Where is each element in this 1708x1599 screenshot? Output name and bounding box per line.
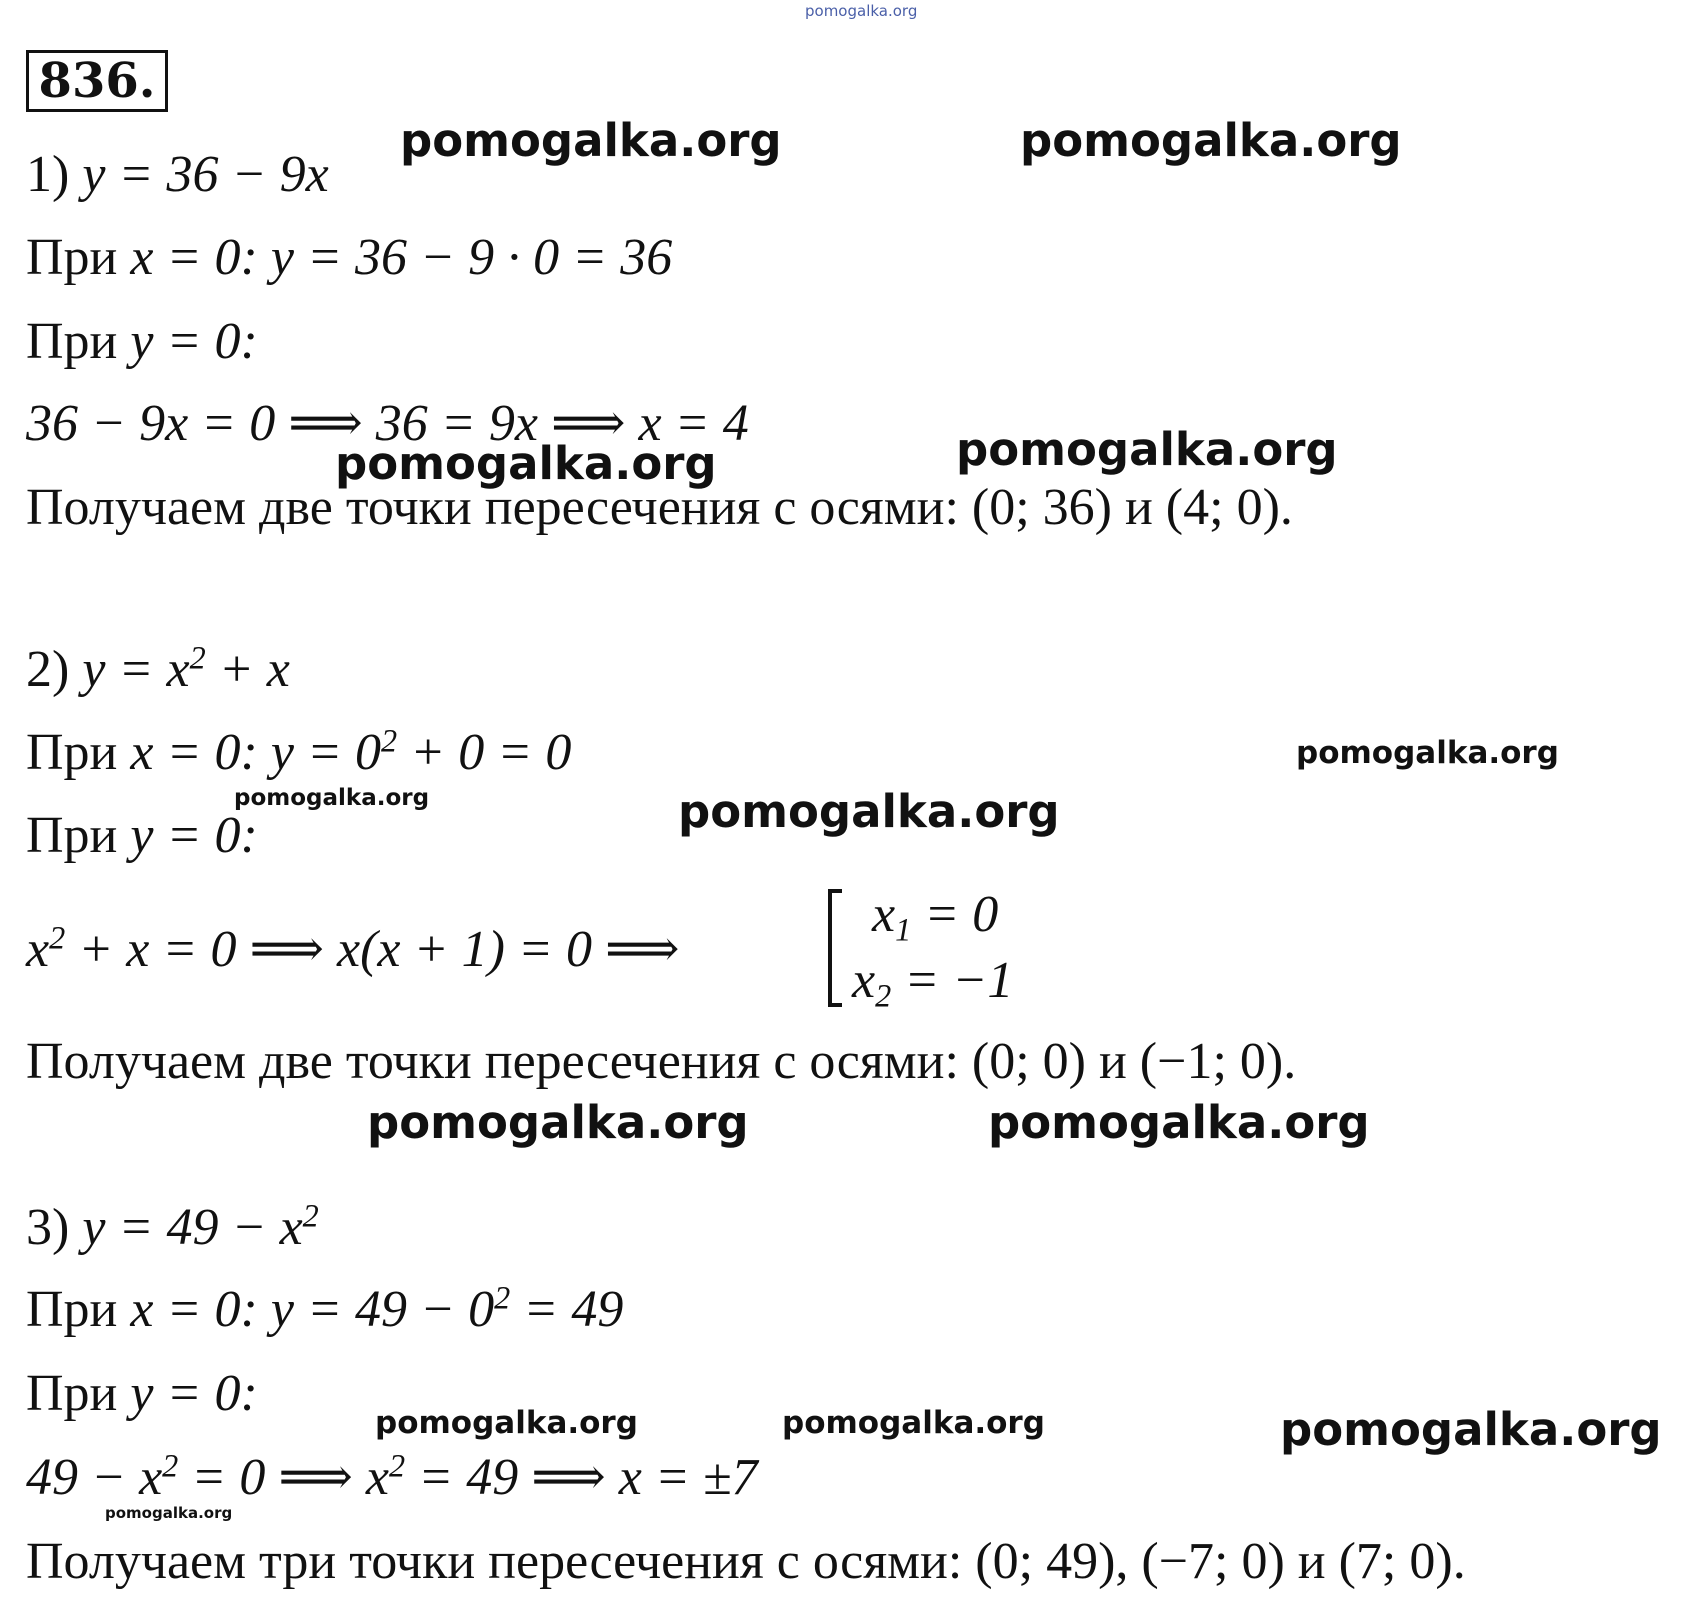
watermark: pomogalka.org	[234, 785, 430, 811]
watermark: pomogalka.org	[1020, 114, 1402, 167]
part2-number: 2)	[26, 641, 70, 698]
part3-number: 3)	[26, 1199, 70, 1256]
part2-header	[26, 640, 290, 700]
watermark: pomogalka.org	[1280, 1403, 1662, 1456]
part2-line1-text: При	[26, 724, 118, 781]
watermark: pomogalka.org	[956, 423, 1338, 476]
watermark: pomogalka.org	[782, 1405, 1045, 1441]
watermark: pomogalka.org	[375, 1405, 638, 1441]
part1-equation: y = 36 − 9x	[82, 146, 329, 203]
part2-line3	[26, 920, 680, 980]
part2-line2-eq: y = 0:	[130, 807, 258, 864]
system-row-1: $x_1 = 0$	[872, 886, 999, 948]
part3-equation: $y = 49 - x^2$	[82, 1197, 319, 1256]
part3-line1-eq: x = 0: $y = 49 - 0^2 = 49$	[130, 1279, 624, 1338]
watermark: pomogalka.org	[335, 437, 717, 490]
watermark: pomogalka.org	[678, 785, 1060, 838]
part1-line1-text: При	[26, 229, 118, 286]
part3-header	[26, 1198, 319, 1258]
part1-line2-eq: y = 0:	[130, 313, 258, 370]
part3-line1-text: При	[26, 1281, 118, 1338]
part2-line2	[26, 806, 258, 866]
part3-line2	[26, 1364, 258, 1424]
part1-line2-text: При	[26, 313, 118, 370]
part1-line1-eq: x = 0: y = 36 − 9 · 0 = 36	[130, 229, 673, 286]
part2-line1	[26, 723, 571, 783]
part3-line1	[26, 1280, 623, 1340]
system-bracket	[828, 889, 842, 1007]
task-number: 836.	[26, 50, 168, 112]
part1-line2	[26, 312, 258, 372]
part3-line3-eq: $49 - x^2 = 0$ ⟹ $x^2 = 49$ ⟹ x = ±7	[26, 1447, 758, 1506]
part1-header	[26, 145, 329, 205]
part1-line3-eq: 36 − 9x = 0 ⟹ 36 = 9x ⟹ x = 4	[26, 395, 749, 452]
part3-result: Получаем три точки пересечения с осями: (0; 49), (−7; 0) и (7; 0).	[26, 1533, 1466, 1590]
part2-line2-text: При	[26, 807, 118, 864]
part2-line1-eq: x = 0: $y = 0^2 + 0 = 0$	[130, 722, 572, 781]
watermark: pomogalka.org	[400, 114, 782, 167]
part3-line2-eq: y = 0:	[130, 1365, 258, 1422]
watermark: pomogalka.org	[367, 1096, 749, 1149]
system-row-2: $x_2 = -1$	[852, 952, 1014, 1014]
watermark: pomogalka.org	[988, 1096, 1370, 1149]
part1-line1	[26, 228, 672, 288]
watermark-top: pomogalka.org	[805, 2, 918, 20]
part2-system	[828, 885, 1088, 1015]
part2-equation: $y = x^2 + x$	[82, 639, 290, 698]
watermark: pomogalka.org	[105, 1504, 233, 1522]
part3-line3	[26, 1448, 758, 1508]
part1-result: Получаем две точки пересечения с осями: (0; 36) и (4; 0).	[26, 479, 1293, 536]
part3-line2-text: При	[26, 1365, 118, 1422]
part1-number: 1)	[26, 146, 70, 203]
part2-line3-eq: $x^2 + x = 0$ ⟹ x(x + 1) = 0 ⟹	[26, 919, 680, 978]
watermark: pomogalka.org	[1296, 735, 1559, 771]
part2-result: Получаем две точки пересечения с осями: (0; 0) и (−1; 0).	[26, 1033, 1297, 1090]
